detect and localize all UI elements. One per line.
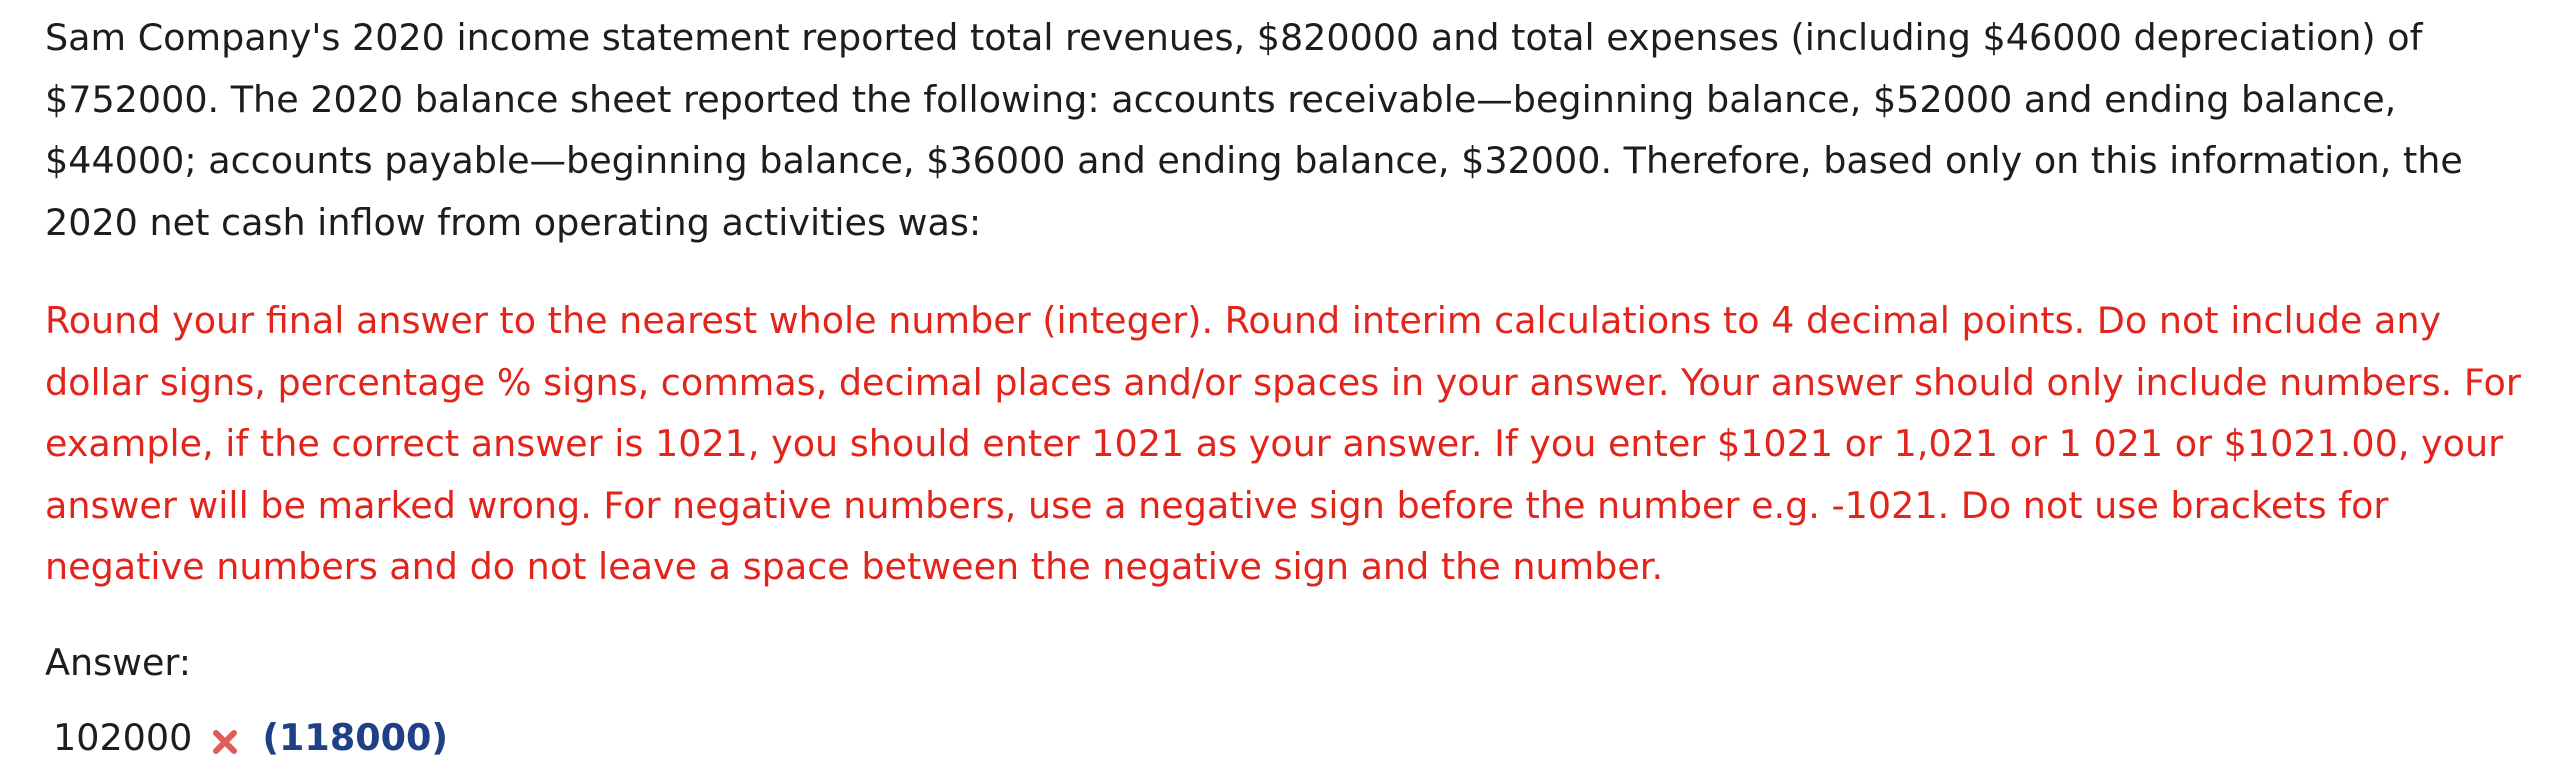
answer-label: Answer: [45, 640, 192, 684]
correct-answer: (118000) [262, 716, 449, 759]
submitted-answer: 102000 [53, 716, 193, 759]
rounding-instructions: Round your final answer to the nearest whole number (integer). Round interim calculations to 4 decimal points. Do not include any dollar signs, percentage % signs, commas, decimal places and/or spaces in your answer. Your answer should only include numbers. For example, if the correct answer is 1021, you should enter 1021 as your answer. If you enter $1021 or 1,021 or 1 021 or $1021.00, your answer will be marked wrong. For negative numbers, use a negative sign before the number e.g. -1021. Do not use brackets for negative numbers and do not leave a space between the negative sign and the number. [45, 299, 2521, 588]
answer-row [45, 707, 2521, 768]
incorrect-x-icon [210, 723, 240, 753]
question-text: Sam Company's 2020 income statement reported total revenues, $820000 and total expenses (including $46000 depreciation) of $752000. The 2020 balance sheet reported the following: accounts receivable—beginning balance, $52000 and ending balance, $44000; accounts payable—beginning balance, $36000 and ending balance, $32000. Therefore, based only on this information, the 2020 net cash inflow from operating activities was: [45, 16, 2463, 244]
